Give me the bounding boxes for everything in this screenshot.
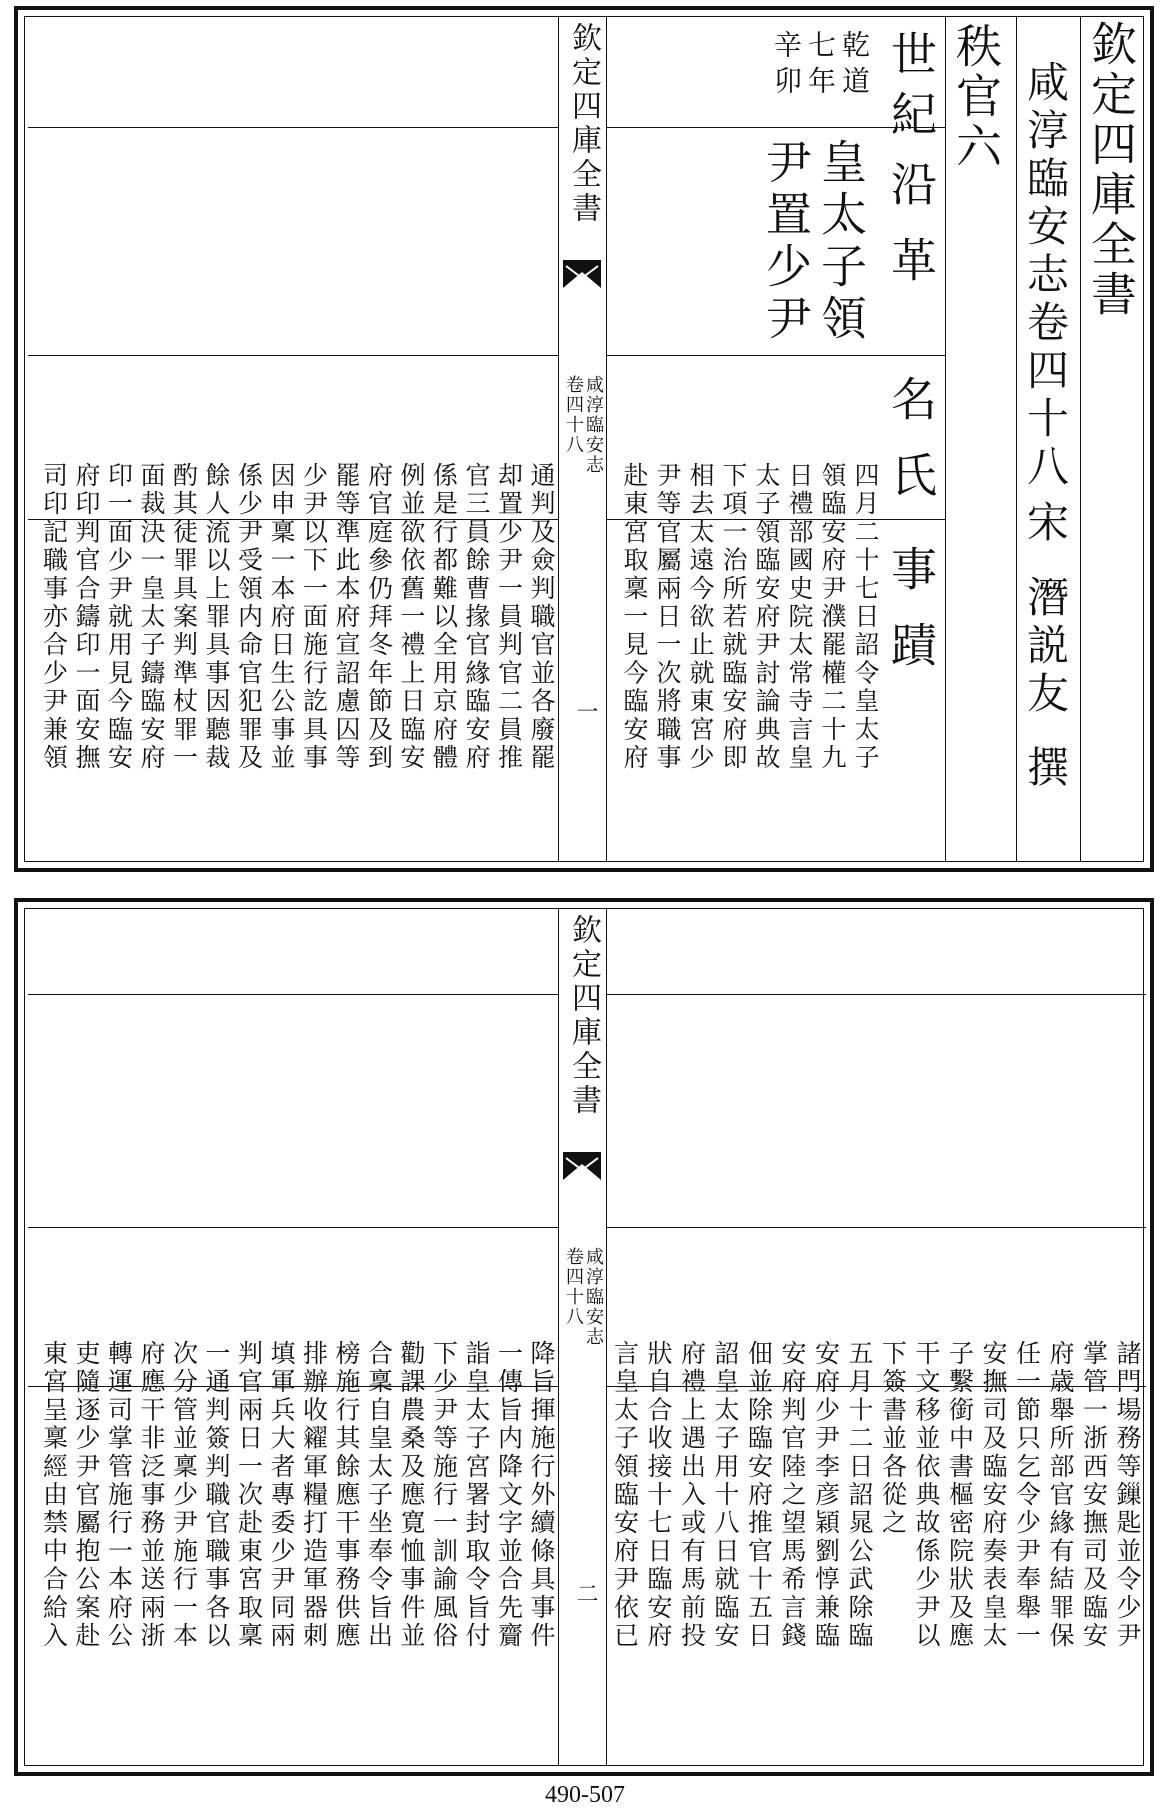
text-column: 餘人流以上罪具事因聽裁 xyxy=(202,462,231,773)
text-column: 一傳旨内降文字並合先齎 xyxy=(494,1340,524,1651)
page-number-footer: 490-507 xyxy=(545,1782,625,1808)
text-column: 罷等準此本府宣詔慮囚等 xyxy=(332,462,361,773)
row-rule xyxy=(28,1386,558,1387)
text-column: 安府判官陸之望馬希言錢 xyxy=(778,1340,807,1651)
row-label-shiji-events: 事蹟 xyxy=(884,545,938,697)
center-volume: 卷四十八 xyxy=(563,375,584,455)
text-column: 酌其徒罪具案判準杖罪一 xyxy=(169,462,199,773)
text-column: 面裁決一皇太子鑄臨安府 xyxy=(137,462,166,773)
row-rule xyxy=(28,355,558,356)
text-column: 赴東宮取稟一見今臨安府 xyxy=(620,462,649,773)
text-column: 太子領臨安府尹討論典故 xyxy=(752,462,781,773)
row-rule xyxy=(606,994,1146,995)
row-rule xyxy=(28,519,558,520)
text-column: 判官兩日一次赴東宮取稟 xyxy=(234,1340,264,1651)
author-dynasty: 宋 xyxy=(1021,500,1070,548)
event-line: 尹置少尹 xyxy=(759,138,813,346)
text-column: 領臨安府尹濮罷權二十九 xyxy=(818,462,847,773)
text-column: 勸課農桑及應寛恤事件並 xyxy=(397,1340,426,1651)
text-column: 府歳舉所部官緣有結罪保 xyxy=(1046,1340,1075,1651)
divider xyxy=(1080,16,1081,862)
center-header: 欽定四庫全書 xyxy=(566,914,601,1118)
divider xyxy=(1016,16,1017,862)
text-column: 四月二十七日詔令皇太子 xyxy=(851,462,880,773)
center-strip-left-edge xyxy=(558,16,559,862)
text-column: 降旨揮施行外續條具事件 xyxy=(527,1340,556,1651)
text-column: 下少尹等施行一訓諭風俗 xyxy=(429,1340,459,1651)
text-column: 府禮上遇出入或有馬前投 xyxy=(677,1340,707,1651)
text-column: 例並欲依舊一禮上日臨安 xyxy=(397,462,426,773)
date-qinian: 七年 xyxy=(804,30,837,102)
text-column: 子繫銜中書樞密院狀及應 xyxy=(945,1340,975,1651)
text-column: 印一面少尹就用見今臨安 xyxy=(104,462,134,773)
text-column: 詣皇太子宮署封取令旨付 xyxy=(462,1340,491,1651)
text-column: 府官庭參仍拜冬年節及到 xyxy=(364,462,394,773)
text-column: 却置少尹一員判官二員推 xyxy=(494,462,524,773)
text-column: 掌管一浙西安撫司及臨安 xyxy=(1079,1340,1109,1651)
center-strip-right-edge xyxy=(606,908,607,1766)
author-name: 潛説友 xyxy=(1021,575,1070,719)
row-rule xyxy=(606,519,946,520)
text-column: 司印記職事亦合少尹兼領 xyxy=(39,462,69,773)
date-xinmao: 辛卯 xyxy=(770,30,803,102)
page-top xyxy=(14,6,1154,872)
row-label-yange: 沿革 xyxy=(884,160,938,312)
event-line: 皇太子領 xyxy=(814,138,868,346)
row-rule xyxy=(28,127,558,128)
text-column: 官三員餘曹掾官緣臨安府 xyxy=(462,462,491,773)
text-column: 佃並除臨安府推官十五日 xyxy=(744,1340,774,1651)
text-column: 吏隨逐少尹官屬抱公案赴 xyxy=(72,1340,101,1651)
text-column: 次分管並稟少尹施行一本 xyxy=(169,1340,199,1651)
text-column: 干文移並依典故係少尹以 xyxy=(912,1340,941,1651)
text-column: 諸門場務等鏁匙並令少尹 xyxy=(1113,1340,1142,1651)
center-strip-left-edge xyxy=(558,908,559,1766)
text-column: 府應干非泛事務並送兩浙 xyxy=(137,1340,166,1651)
row-label-shiji: 世紀 xyxy=(884,30,938,150)
center-header: 欽定四庫全書 xyxy=(566,22,601,226)
author-role: 撰 xyxy=(1021,745,1070,793)
page-bottom xyxy=(14,898,1154,1776)
text-column: 因申稟一本府日生公事並 xyxy=(267,462,296,773)
text-column: 相去太遠今欲止就東宮少 xyxy=(686,462,715,773)
text-column: 合稟自皇太子坐奉令旨出 xyxy=(364,1340,394,1651)
row-rule xyxy=(606,355,946,356)
text-column: 下簽書並各從之 xyxy=(878,1340,908,1538)
text-column: 日禮部國史院太常寺言皇 xyxy=(785,462,814,773)
text-column: 狀自合收接十七日臨安府 xyxy=(644,1340,673,1651)
text-column: 詔皇太子用十八日就臨安 xyxy=(711,1340,740,1651)
folio-number: 二 xyxy=(573,1582,598,1606)
text-column: 尹等官屬兩日一次將職事 xyxy=(653,462,682,773)
text-column: 東宮呈稟經由禁中合給入 xyxy=(39,1340,69,1651)
fish-tail-icon xyxy=(563,1152,601,1180)
header-title: 欽定四庫全書 xyxy=(1084,20,1138,320)
text-column: 安撫司及臨安府奏表皇太 xyxy=(979,1340,1008,1651)
center-strip-right-edge xyxy=(606,16,607,862)
row-rule xyxy=(606,127,946,128)
text-column: 下項一治所若就臨安府即 xyxy=(719,462,748,773)
text-column: 少尹以下一面施行訖具事 xyxy=(299,462,329,773)
text-column: 府印判官合鑄印一面安撫 xyxy=(72,462,101,773)
date-qiandao: 乾道 xyxy=(838,30,871,102)
text-column: 安府少尹李彦穎劉惇兼臨 xyxy=(811,1340,841,1651)
row-rule xyxy=(606,1386,1146,1387)
center-subtitle: 咸淳臨安志 xyxy=(583,1247,604,1347)
row-rule xyxy=(606,1227,1146,1228)
section-title: 秩官六 xyxy=(949,22,1003,172)
text-column: 係少尹受領内命官犯罪及 xyxy=(234,462,264,773)
text-column: 一通判簽判職官職事各以 xyxy=(202,1340,231,1651)
text-column: 通判及僉判職官並各廢罷 xyxy=(527,462,556,773)
fish-tail-icon xyxy=(563,260,601,288)
row-rule xyxy=(28,994,558,995)
text-column: 五月十二日詔晁公武除臨 xyxy=(845,1340,874,1651)
text-column: 填軍兵大者專委少尹同兩 xyxy=(267,1340,296,1651)
divider xyxy=(945,16,946,862)
text-column: 言皇太子領臨安府尹依已 xyxy=(610,1340,640,1651)
center-subtitle: 咸淳臨安志 xyxy=(583,375,604,475)
text-column: 榜施行其餘應干事務供應 xyxy=(332,1340,361,1651)
row-label-mingshi: 名氏 xyxy=(884,375,938,527)
row-rule xyxy=(28,1227,558,1228)
text-column: 轉運司掌管施行一本府公 xyxy=(104,1340,134,1651)
text-column: 排辦收糴軍糧打造軍器刺 xyxy=(299,1340,329,1651)
folio-number: 一 xyxy=(573,700,598,724)
book-title: 咸淳臨安志卷四十八 xyxy=(1021,60,1070,492)
center-volume: 卷四十八 xyxy=(563,1247,584,1327)
text-column: 任一節只乞令少尹奉舉一 xyxy=(1012,1340,1042,1651)
text-column: 係是行都難以全用京府體 xyxy=(429,462,459,773)
